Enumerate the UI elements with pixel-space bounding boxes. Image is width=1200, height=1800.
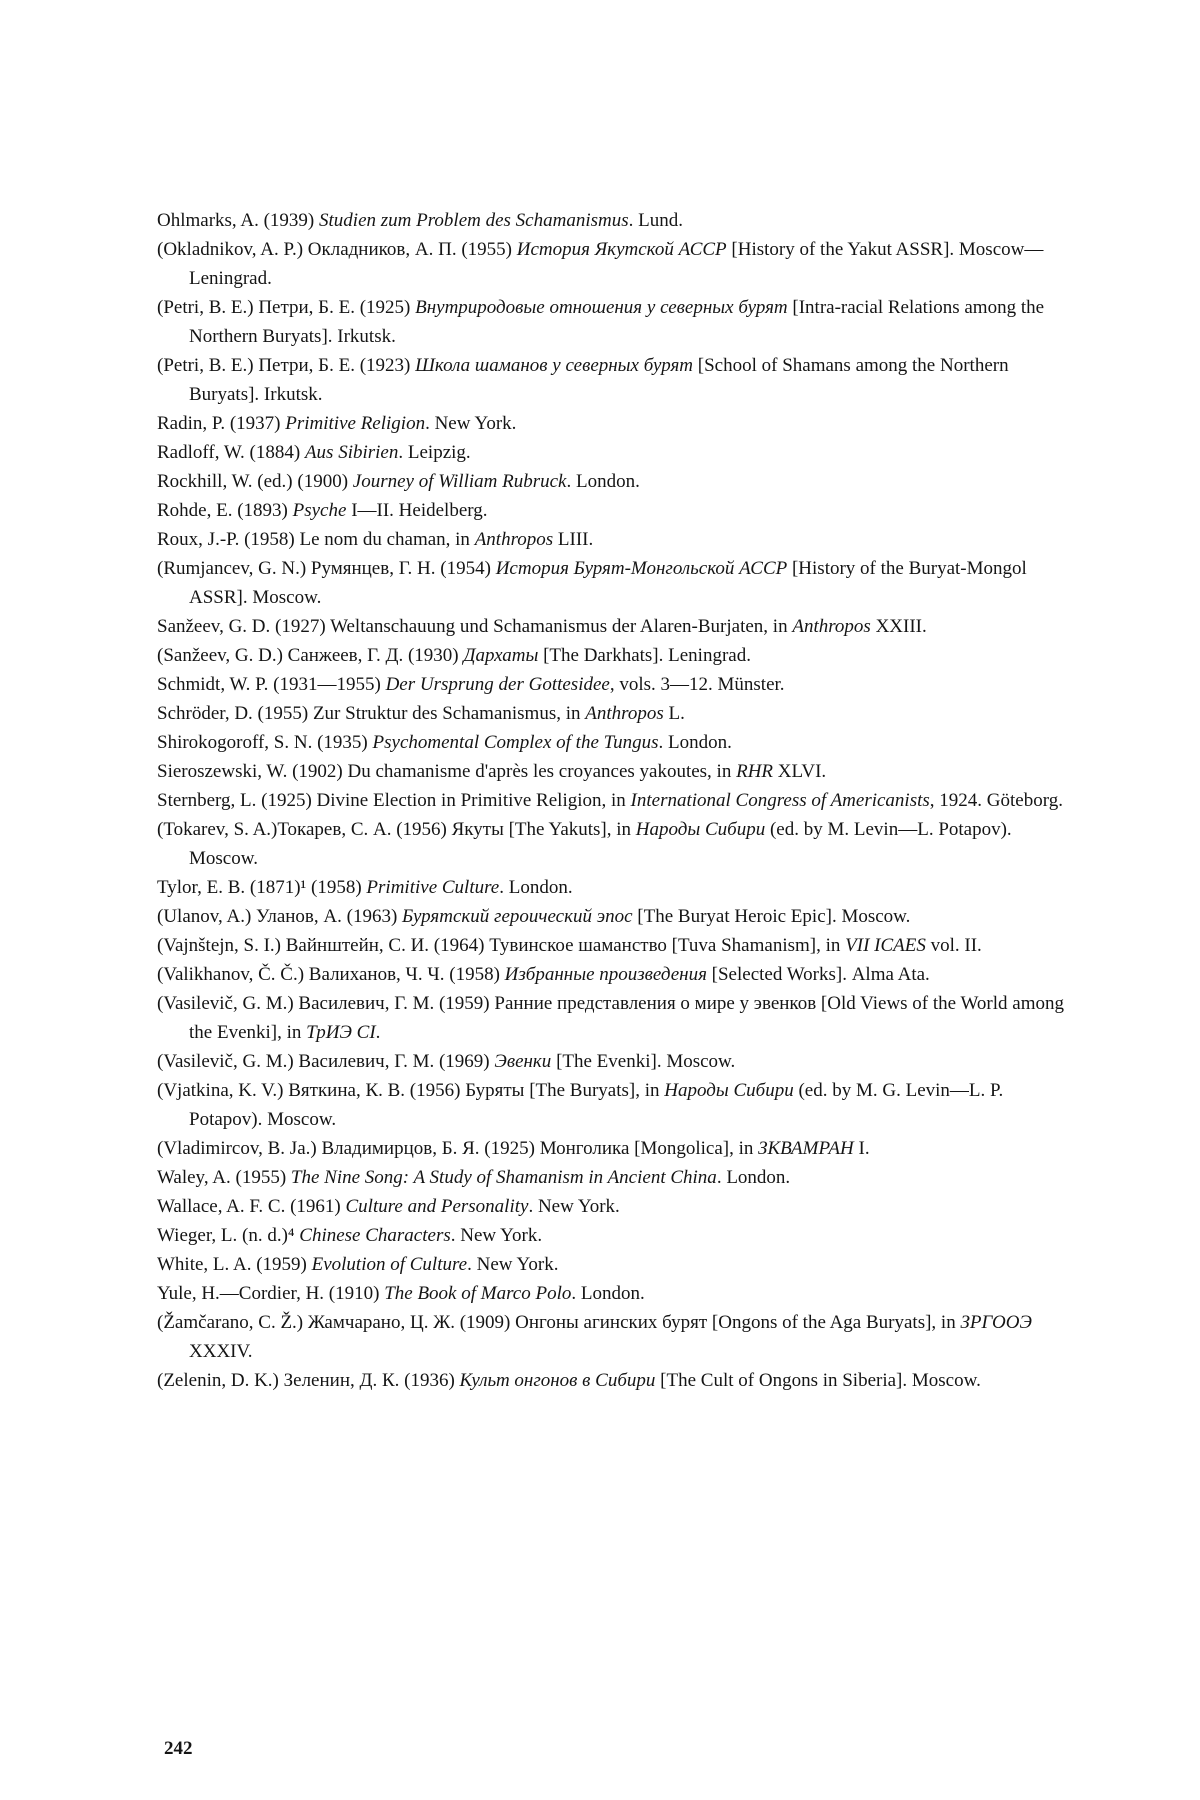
entry-text: (Rumjancev, G. N.) Румянцев, Г. Н. (1954) [157,558,496,579]
entry-title: Chinese Characters [299,1225,451,1246]
entry-text: (Vasilevič, G. M.) Василевич, Г. М. (1969) [157,1051,495,1072]
bibliography-entry [157,554,1077,612]
entry-text: (Vasilevič, G. M.) Василевич, Г. М. (1959) Ранние представления о мире у эвенков [Old Views of the World among the Evenki], in [157,993,1064,1043]
entry-text: Schmidt, W. P. (1931—1955) [157,674,386,695]
bibliography-list [157,206,1077,1395]
entry-text: Rockhill, W. (ed.) (1900) [157,471,353,492]
bibliography-entry [157,931,1077,960]
entry-title: VII ICAES [845,935,926,956]
bibliography-entry [157,699,1077,728]
entry-text: Sieroszewski, W. (1902) Du chamanisme d'après les croyances yakoutes, in [157,761,737,782]
entry-text: I. [853,1138,870,1159]
entry-title: Culture and Personality [345,1196,529,1217]
entry-title: International Congress of Americanists [630,790,930,811]
entry-text: [Selected Works]. Alma Ata. [706,964,930,985]
entry-title: Народы Сибири [664,1080,794,1101]
entry-title: Народы Сибири [635,819,766,840]
bibliography-entry [157,1192,1077,1221]
entry-text: . New York. [467,1254,559,1275]
bibliography-entry [157,902,1077,931]
bibliography-entry [157,873,1077,902]
entry-title: Der Ursprung der Gottesidee [385,674,610,695]
bibliography-entry [157,1134,1077,1163]
entry-text: [History of the Yakut ASSR]. Moscow—Leningrad. [189,239,1044,289]
entry-text: . Lund. [628,210,683,231]
entry-text: . New York. [450,1225,543,1246]
entry-text: (Sanžeev, G. D.) Санжеев, Г. Д. (1930) [157,645,464,666]
page-number: 242 [164,1738,193,1759]
bibliography-entry [157,757,1077,786]
entry-title: Anthropos [792,616,871,637]
entry-text: Wieger, L. (n. d.)⁴ [157,1225,300,1246]
entry-text: , 1924. Göteborg. [929,790,1063,811]
entry-title: История Бурят-Монгольской АССР [495,558,788,579]
bibliography-entry [157,496,1077,525]
entry-title: RHR [736,761,774,782]
entry-text: (ed. by M. Levin—L. Potapov). Moscow. [189,819,1012,869]
entry-title: ЗКВАМРАН [758,1138,854,1159]
entry-text: (Okladnikov, A. P.) Окладников, А. П. (1955) [157,239,517,260]
bibliography-entry [157,1076,1077,1134]
entry-title: ТрИЭ CI [306,1022,376,1043]
bibliography-entry [157,960,1077,989]
entry-text: Tylor, E. B. (1871)¹ (1958) [157,877,367,898]
entry-title: Studien zum Problem des Schamanismus [319,210,629,231]
entry-title: Дархаты [463,645,539,666]
entry-title: Культ онгонов в Сибири [459,1370,656,1391]
entry-text: (Vladimircov, B. Ja.) Владимирцов, Б. Я. (1925) Монголика [Mongolica], in [157,1138,759,1159]
entry-text: Roux, J.-P. (1958) Le nom du chaman, in [157,529,475,550]
entry-text: Radin, P. (1937) [157,413,286,434]
entry-text: [History of the Buryat-Mongol ASSR]. Moscow. [189,558,1027,608]
entry-text: vol. II. [925,935,982,956]
entry-title: Школа шаманов у северных бурят [415,355,694,376]
entry-text: [School of Shamans among the Northern Buryats]. Irkutsk. [189,355,1009,405]
entry-title: Внутриродовые отношения у северных бурят [415,297,788,318]
entry-text: (Zelenin, D. K.) Зеленин, Д. К. (1936) [157,1370,460,1391]
entry-text: Sternberg, L. (1925) Divine Election in Primitive Religion, in [157,790,631,811]
bibliography-entry [157,235,1077,293]
bibliography-entry [157,641,1077,670]
bibliography-entry [157,1221,1077,1250]
entry-title: Бурятский героический эпос [402,906,633,927]
entry-text: . London. [658,732,732,753]
bibliography-entry [157,293,1077,351]
entry-text: [Intra-racial Relations among the Northern Buryats]. Irkutsk. [189,297,1045,347]
entry-title: Primitive Religion [285,413,426,434]
entry-title: The Book of Marco Polo [384,1283,572,1304]
bibliography-entry [157,206,1077,235]
entry-title: Anthropos [474,529,554,550]
entry-text: (Ulanov, A.) Уланов, А. (1963) [157,906,403,927]
entry-text: (Petri, B. E.) Петри, Б. Е. (1923) [157,355,416,376]
entry-title: Psyche [292,500,347,521]
entry-title: Anthropos [585,703,664,724]
entry-text: (ed. by M. G. Levin—L. P. Potapov). Moscow. [189,1080,1004,1130]
entry-text: I—II. Heidelberg. [346,500,488,521]
entry-title: Psychomental Complex of the Tungus [372,732,659,753]
entry-text: Rohde, E. (1893) [157,500,293,521]
entry-text: Wallace, A. F. C. (1961) [157,1196,346,1217]
entry-text: (Žamčarano, C. Ž.) Жамчарано, Ц. Ж. (1909) Онгоны агинских бурят [Ongons of the Aga Buryats], in [157,1312,961,1333]
bibliography-entry [157,1250,1077,1279]
entry-title: Избранные произведения [504,964,707,985]
bibliography-entry [157,1308,1077,1366]
bibliography-entry [157,815,1077,873]
bibliography-entry [157,728,1077,757]
bibliography-entry [157,1366,1077,1395]
bibliography-entry [157,409,1077,438]
entry-text: . New York. [528,1196,620,1217]
entry-text: L. [663,703,685,724]
bibliography-entry [157,467,1077,496]
bibliography-entry [157,989,1077,1047]
bibliography-entry [157,525,1077,554]
entry-text: (Vjatkina, K. V.) Вяткина, К. В. (1956) Буряты [The Buryats], in [157,1080,665,1101]
entry-text: . London. [571,1283,645,1304]
entry-text: [The Cult of Ongons in Siberia]. Moscow. [655,1370,981,1391]
entry-text: (Tokarev, S. A.)Токарев, С. А. (1956) Якуты [The Yakuts], in [157,819,636,840]
entry-text: LIII. [553,529,594,550]
entry-text: [The Darkhats]. Leningrad. [538,645,751,666]
entry-title: История Якутской АССР [516,239,727,260]
bibliography-entry [157,1047,1077,1076]
entry-text: . London. [499,877,573,898]
entry-text: (Vajnštejn, S. I.) Вайнштейн, С. И. (1964) Тувинское шаманство [Tuva Shamanism], in [157,935,846,956]
entry-text: Shirokogoroff, S. N. (1935) [157,732,373,753]
entry-title: ЗРГООЭ [960,1312,1032,1333]
entry-title: Aus Sibirien [304,442,399,463]
entry-text: . New York. [425,413,517,434]
entry-text: [The Buryat Heroic Epic]. Moscow. [632,906,911,927]
entry-text: [The Evenki]. Moscow. [551,1051,736,1072]
entry-text: Radloff, W. (1884) [157,442,305,463]
bibliography-entry [157,786,1077,815]
entry-text: Ohlmarks, A. (1939) [157,210,320,231]
bibliography-entry [157,1163,1077,1192]
entry-text: Schröder, D. (1955) Zur Struktur des Schamanismus, in [157,703,586,724]
entry-text: . London. [566,471,640,492]
entry-title: Эвенки [494,1051,552,1072]
entry-text: , vols. 3—12. Münster. [609,674,785,695]
entry-text: . [375,1022,381,1043]
bibliography-entry [157,351,1077,409]
entry-title: Journey of William Rubruck [352,471,567,492]
bibliography-entry [157,670,1077,699]
bibliography-entry [157,438,1077,467]
bibliography-entry [157,1279,1077,1308]
entry-text: White, L. A. (1959) [157,1254,312,1275]
entry-title: Evolution of Culture [311,1254,468,1275]
entry-text: . London. [716,1167,791,1188]
entry-text: XXIII. [870,616,927,637]
bibliography-entry [157,612,1077,641]
entry-text: . Leipzig. [398,442,471,463]
entry-text: (Petri, B. E.) Петри, Б. Е. (1925) [157,297,416,318]
entry-text: (Valikhanov, Č. Č.) Валиханов, Ч. Ч. (1958) [157,964,505,985]
entry-title: Primitive Culture [366,877,500,898]
entry-text: Sanžeev, G. D. (1927) Weltanschauung und Schamanismus der Alaren-Burjaten, in [157,616,793,637]
entry-text: XLVI. [773,761,827,782]
entry-text: XXXIV. [189,1341,253,1362]
entry-text: Waley, A. (1955) [157,1167,291,1188]
entry-title: The Nine Song: A Study of Shamanism in Ancient China [290,1167,717,1188]
entry-text: Yule, H.—Cordier, H. (1910) [157,1283,385,1304]
